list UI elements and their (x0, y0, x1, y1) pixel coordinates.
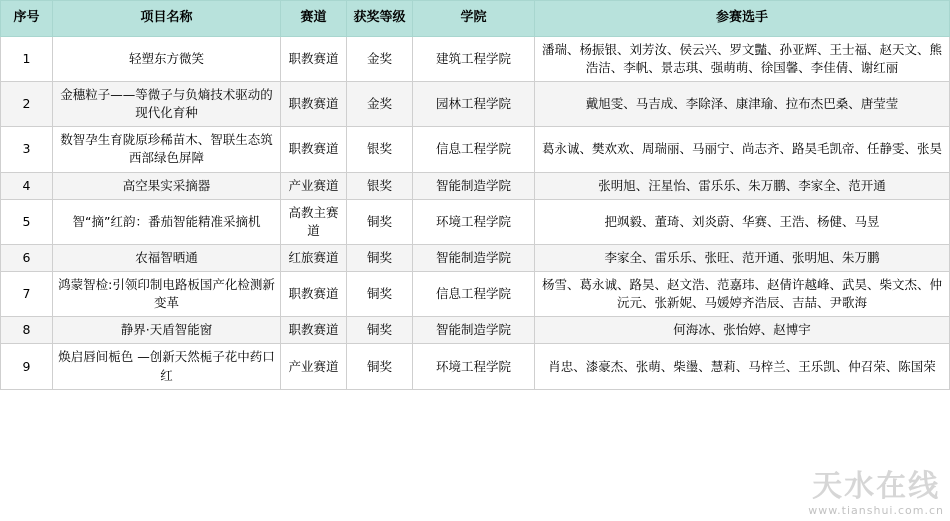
cell-college: 园林工程学院 (413, 82, 535, 127)
cell-no: 1 (1, 36, 53, 81)
cell-award-level: 铜奖 (347, 244, 413, 271)
cell-no: 9 (1, 344, 53, 389)
table-row (1, 82, 950, 127)
cell-project-name: 农福智晒通 (53, 244, 281, 271)
cell-no: 2 (1, 82, 53, 127)
cell-members: 李家全、雷乐乐、张旺、范开通、张明旭、朱万鹏 (535, 244, 950, 271)
table-row (1, 172, 950, 199)
cell-track: 职教赛道 (281, 272, 347, 317)
cell-project-name: 焕启唇间栀色 —创新天然栀子花中药口红 (53, 344, 281, 389)
cell-track: 产业赛道 (281, 344, 347, 389)
watermark-site-url: www.tianshui.com.cn (808, 504, 944, 517)
column-header-award-level: 获奖等级 (347, 1, 413, 37)
cell-college: 建筑工程学院 (413, 36, 535, 81)
cell-college: 环境工程学院 (413, 344, 535, 389)
cell-members: 潘瑞、杨振银、刘芳汝、侯云兴、罗文豔、孙亚辉、王士福、赵天文、熊浩洁、李帆、景志琪、强萌萌、徐国馨、李佳倩、谢红丽 (535, 36, 950, 81)
cell-project-name: 鸿蒙智检:引领印制电路板国产化检测新变革 (53, 272, 281, 317)
column-header-project-name: 项目名称 (53, 1, 281, 37)
watermark (808, 469, 944, 517)
column-header-college: 学院 (413, 1, 535, 37)
cell-members: 肖忠、漆豪杰、张萌、柴璗、慧莉、马梓兰、王乐凯、仲召荣、陈国荣 (535, 344, 950, 389)
cell-college: 智能制造学院 (413, 172, 535, 199)
cell-members: 戴旭雯、马吉成、李除泽、康津瑜、拉布杰巴桑、唐莹莹 (535, 82, 950, 127)
cell-track: 职教赛道 (281, 82, 347, 127)
cell-award-level: 铜奖 (347, 199, 413, 244)
cell-track: 产业赛道 (281, 172, 347, 199)
cell-track: 职教赛道 (281, 317, 347, 344)
cell-no: 6 (1, 244, 53, 271)
column-header-no: 序号 (1, 1, 53, 37)
table-row (1, 244, 950, 271)
cell-college: 智能制造学院 (413, 317, 535, 344)
cell-project-name: 智“摘”红韵：番茄智能精准采摘机 (53, 199, 281, 244)
cell-project-name: 轻塑东方微笑 (53, 36, 281, 81)
cell-project-name: 静界·天盾智能窗 (53, 317, 281, 344)
cell-award-level: 金奖 (347, 82, 413, 127)
cell-members: 张明旭、汪星怡、雷乐乐、朱万鹏、李家全、范开通 (535, 172, 950, 199)
cell-no: 3 (1, 127, 53, 172)
cell-members: 葛永诚、樊欢欢、周瑞丽、马丽宁、尚志齐、路昊毛凯帝、任静雯、张昊 (535, 127, 950, 172)
table-row (1, 36, 950, 81)
cell-award-level: 金奖 (347, 36, 413, 81)
cell-no: 5 (1, 199, 53, 244)
cell-track: 职教赛道 (281, 36, 347, 81)
cell-award-level: 银奖 (347, 127, 413, 172)
cell-award-level: 铜奖 (347, 344, 413, 389)
cell-no: 7 (1, 272, 53, 317)
table-row (1, 317, 950, 344)
cell-college: 智能制造学院 (413, 244, 535, 271)
cell-track: 红旅赛道 (281, 244, 347, 271)
cell-project-name: 数智孕生育陇原珍稀苗木、智联生态筑西部绿色屏障 (53, 127, 281, 172)
table-row (1, 344, 950, 389)
cell-award-level: 铜奖 (347, 317, 413, 344)
cell-members: 杨雪、葛永诚、路昊、赵文浩、范嘉玮、赵倩许越峰、武昊、柴文杰、仲沅元、张新妮、马媛婷齐浩辰、吉喆、尹歌海 (535, 272, 950, 317)
cell-college: 信息工程学院 (413, 272, 535, 317)
table-header-row (1, 1, 950, 37)
column-header-track: 赛道 (281, 1, 347, 37)
column-header-members: 参赛选手 (535, 1, 950, 37)
cell-members: 把飒毅、董琦、刘炎蔚、华赛、王浩、杨健、马昱 (535, 199, 950, 244)
table-body (1, 36, 950, 389)
table-row (1, 127, 950, 172)
cell-no: 4 (1, 172, 53, 199)
cell-project-name: 高空果实采摘器 (53, 172, 281, 199)
cell-college: 信息工程学院 (413, 127, 535, 172)
table-row (1, 272, 950, 317)
cell-track: 职教赛道 (281, 127, 347, 172)
table-header (1, 1, 950, 37)
table-row (1, 199, 950, 244)
cell-project-name: 金穗粒子——等微子与负熵技术驱动的现代化育种 (53, 82, 281, 127)
cell-track: 高教主赛道 (281, 199, 347, 244)
cell-award-level: 铜奖 (347, 272, 413, 317)
cell-award-level: 银奖 (347, 172, 413, 199)
cell-no: 8 (1, 317, 53, 344)
cell-college: 环境工程学院 (413, 199, 535, 244)
cell-members: 何海冰、张怡婷、赵博宇 (535, 317, 950, 344)
watermark-site-name: 天水在线 (812, 469, 941, 504)
